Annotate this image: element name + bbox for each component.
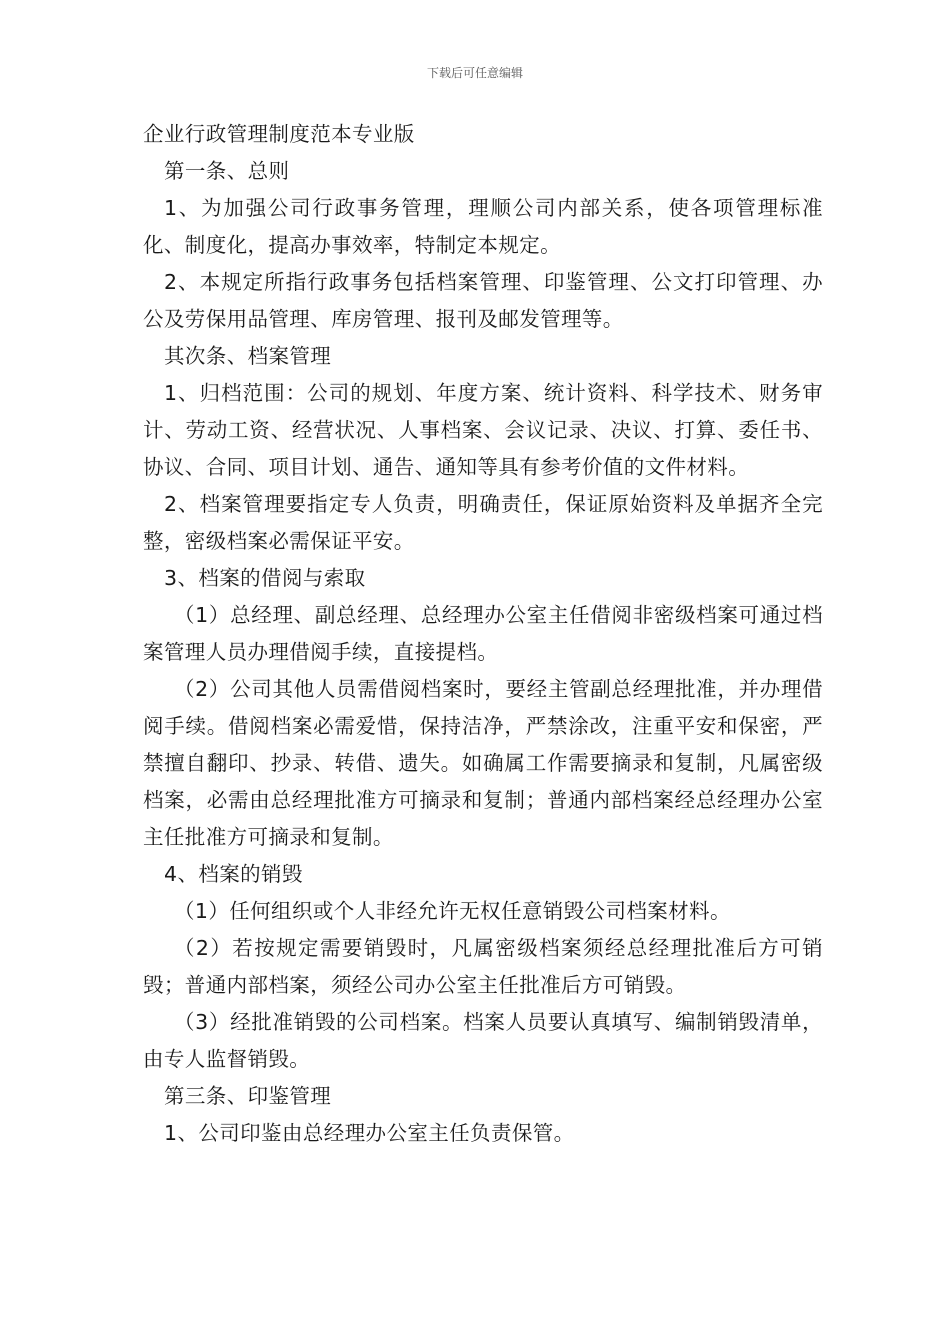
paragraph: 其次条、档案管理 [164, 344, 332, 368]
paragraph: 第三条、印鉴管理 [164, 1084, 332, 1108]
paragraph: （3）经批准销毁的公司档案。档案人员要认真填写、编制销毁清单，由专人监督销毁。 [143, 1010, 823, 1071]
page-header: 下载后可任意编辑 [426, 66, 523, 80]
paragraph: （2）公司其他人员需借阅档案时，要经主管副总经理批准，并办理借阅手续。借阅档案必需爱惜，保持洁净，严禁涂改，注重平安和保密，严禁擅自翻印、抄录、转借、遗失。如确属工作需要摘录和复制，凡属密级档案，必需由总经理批准方可摘录和复制；普通内部档案经总经理办公室主任批准方可摘录和复制。 [143, 677, 823, 849]
paragraph: 2、档案管理要指定专人负责，明确责任，保证原始资料及单据齐全完整，密级档案必需保证平安。 [143, 492, 823, 553]
paragraph: （1）总经理、副总经理、总经理办公室主任借阅非密级档案可通过档案管理人员办理借阅手续，直接提档。 [143, 603, 823, 664]
paragraph: 2、本规定所指行政事务包括档案管理、印鉴管理、公文打印管理、办公及劳保用品管理、库房管理、报刊及邮发管理等。 [143, 270, 823, 331]
paragraph: 1、为加强公司行政事务管理，理顺公司内部关系，使各项管理标准化、制度化，提高办事效率，特制定本规定。 [143, 196, 823, 257]
paragraph: 3、档案的借阅与索取 [164, 566, 366, 590]
paragraph: （2）若按规定需要销毁时，凡属密级档案须经总经理批准后方可销毁；普通内部档案，须经公司办公室主任批准后方可销毁。 [143, 936, 823, 997]
paragraph: 1、归档范围：公司的规划、年度方案、统计资料、科学技术、财务审计、劳动工资、经营状况、人事档案、会议记录、决议、打算、委任书、协议、合同、项目计划、通告、通知等具有参考价值的文件材料。 [143, 381, 823, 479]
paragraph: 4、档案的销毁 [164, 862, 303, 886]
paragraph: 1、公司印鉴由总经理办公室主任负责保管。 [164, 1121, 575, 1145]
document-title: 企业行政管理制度范本专业版 [143, 122, 415, 146]
paragraph: 第一条、总则 [164, 159, 290, 183]
document-body [143, 116, 823, 1152]
paragraph: （1）任何组织或个人非经允许无权任意销毁公司档案材料。 [174, 899, 731, 923]
